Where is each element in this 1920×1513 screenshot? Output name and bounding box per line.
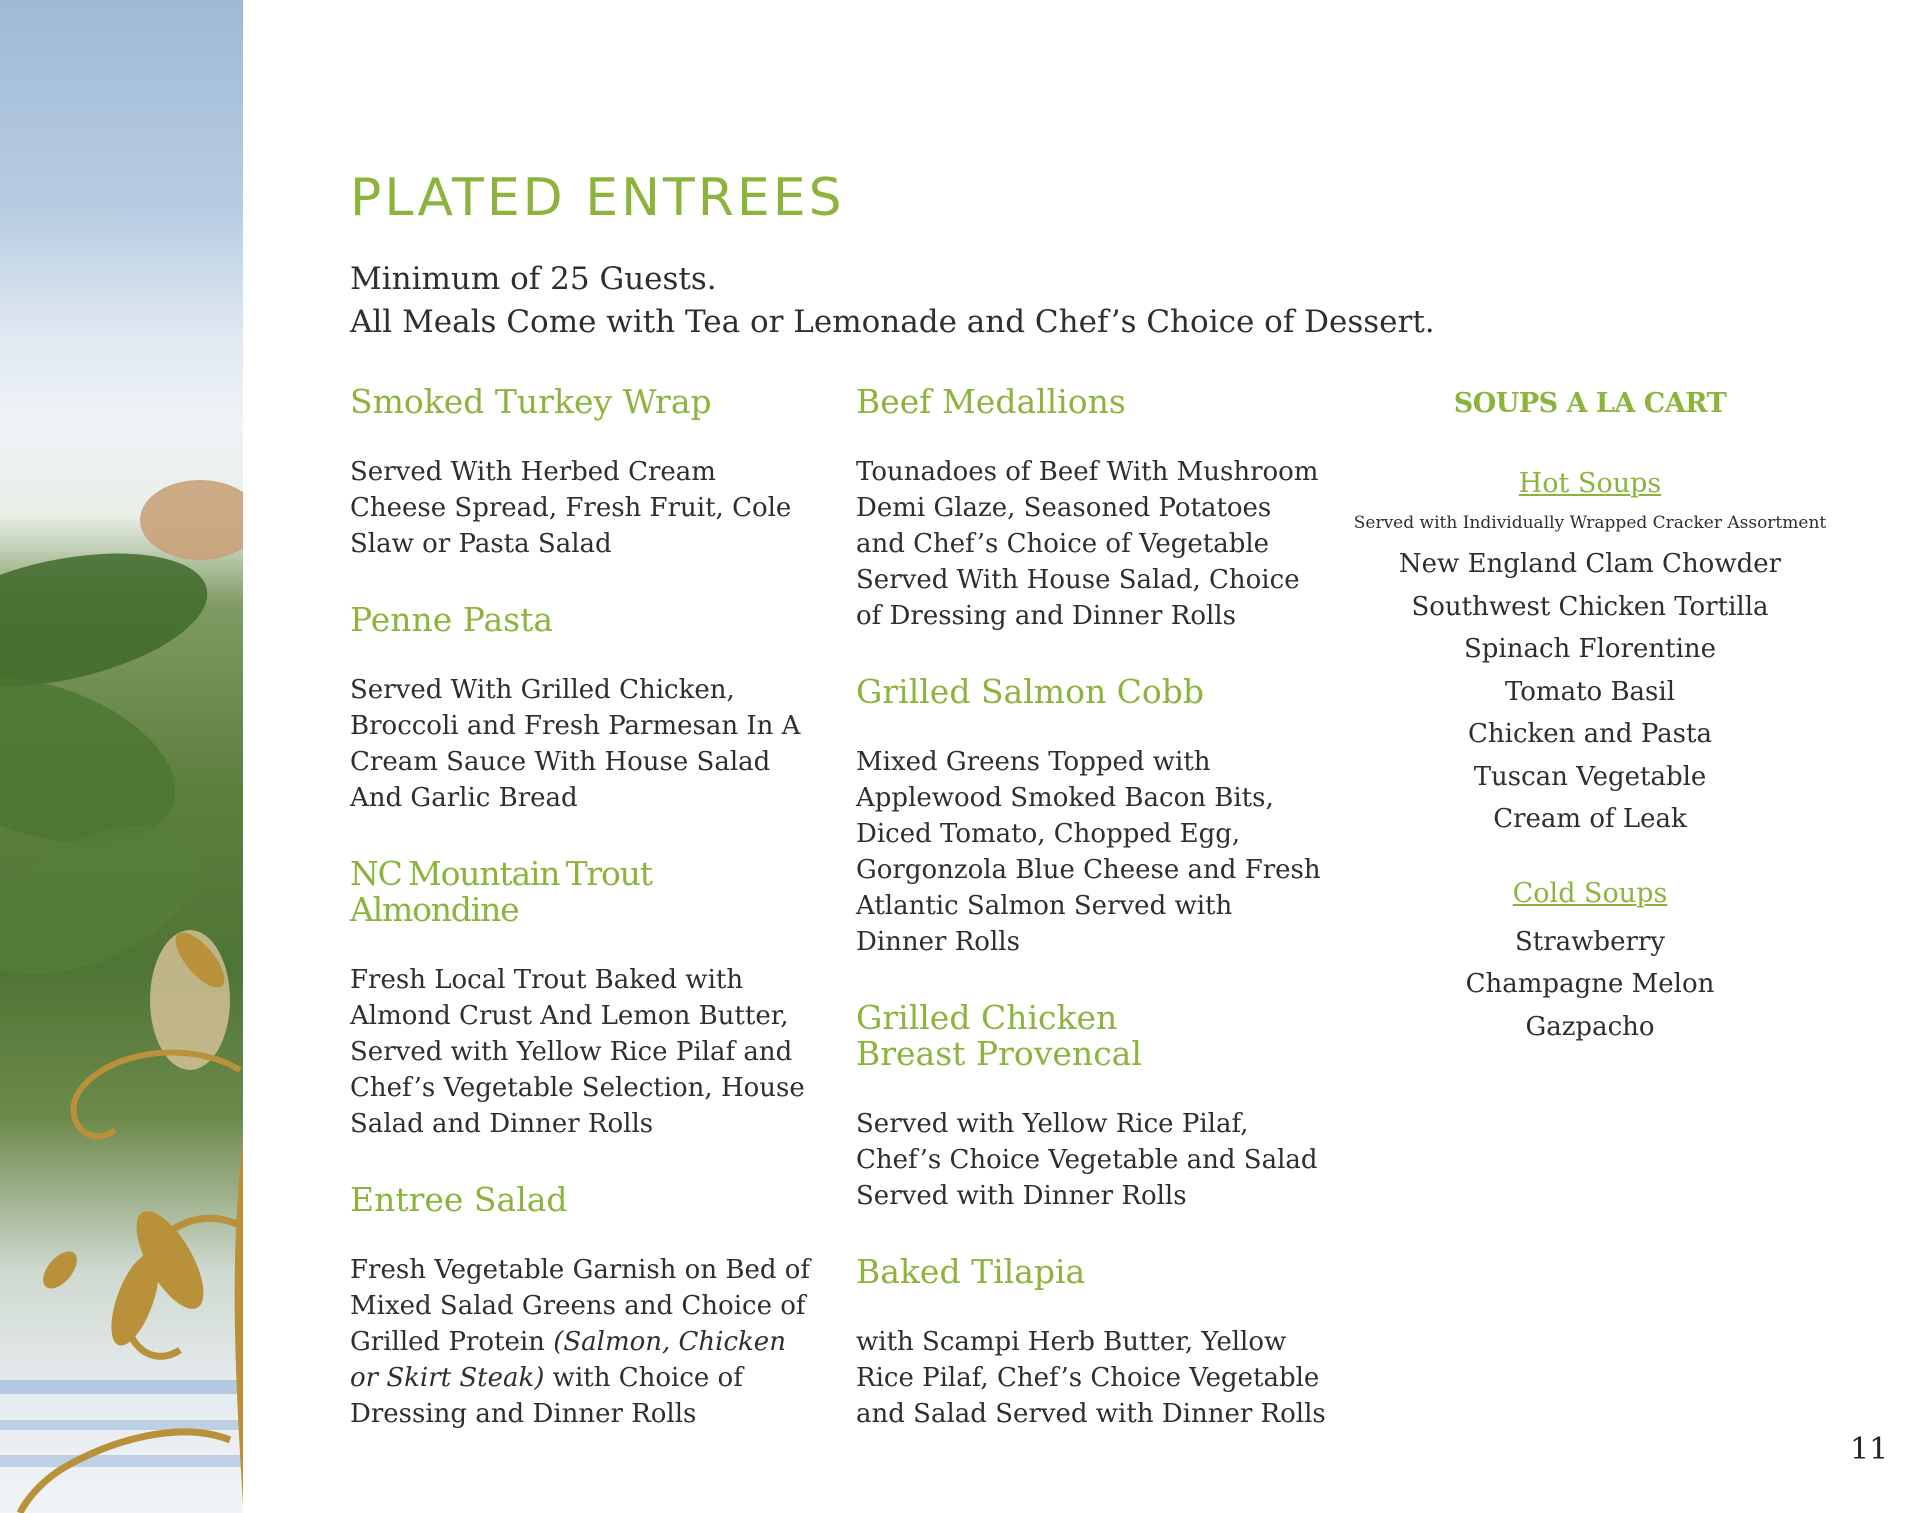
dish-description: Served with Yellow Rice Pilaf, Chef’s Choice Vegetable and Salad Served with Dinner Rolls xyxy=(856,1109,1318,1211)
dish-description-part: with Choice of Dressing and Dinner Rolls xyxy=(350,1363,743,1429)
menu-item xyxy=(350,856,820,1142)
dish-description xyxy=(350,1252,820,1432)
list-item: Spinach Florentine xyxy=(1463,634,1717,664)
dish-name: Entree Salad xyxy=(350,1180,568,1219)
dish-description xyxy=(856,454,1326,634)
soups-title: SOUPS A LA CART xyxy=(1453,388,1727,419)
dish-description: Fresh Local Trout Baked with Almond Crust And Lemon Butter, Served with Yellow Rice Pilaf and Chef’s Vegetable Selection, House Salad and Dinner Rolls xyxy=(350,965,805,1139)
dish-description-part: Served With House Salad, Choice of Dressing and Dinner Rolls xyxy=(856,565,1300,631)
dish-name: Beef Medallions xyxy=(856,382,1126,421)
intro-line-minimum: Minimum of 25 Guests. xyxy=(350,261,717,297)
list-item: Tuscan Vegetable xyxy=(1473,761,1707,792)
dish-name: Grilled Chicken Breast Provencal xyxy=(856,998,1142,1073)
menu-item xyxy=(856,384,1326,634)
dish-name: NC Mountain Trout Almondine xyxy=(350,854,652,929)
menu-item xyxy=(856,674,1326,960)
soups-column xyxy=(1340,388,1840,1084)
menu-item xyxy=(350,602,820,816)
dish-description: Served With Herbed Cream Cheese Spread, Fresh Fruit, Cole Slaw or Pasta Salad xyxy=(350,457,792,559)
page-number: 11 xyxy=(1850,1432,1889,1467)
hot-soups-note: Served with Individually Wrapped Cracker Assortment xyxy=(1353,513,1827,533)
cold-soups-heading: Cold Soups xyxy=(1512,877,1668,909)
food-photo-strip xyxy=(0,0,243,1513)
list-item: Cream of Leak xyxy=(1493,804,1687,834)
menu-item xyxy=(856,1254,1326,1432)
dish-name: Smoked Turkey Wrap xyxy=(350,382,712,421)
list-item: New England Clam Chowder xyxy=(1398,549,1782,579)
intro-line-meals: All Meals Come with Tea or Lemonade and Chef’s Choice of Dessert. xyxy=(350,304,1435,340)
dish-description-protein-options: (Salmon, Chicken or Skirt Steak) xyxy=(350,1327,786,1393)
entrees-column-2 xyxy=(856,384,1326,1472)
menu-item xyxy=(350,384,820,562)
list-item: Tomato Basil xyxy=(1504,676,1676,707)
hot-soups-heading: Hot Soups xyxy=(1518,468,1662,499)
dish-description: Served With Grilled Chicken, Broccoli and Fresh Parmesan In A Cream Sauce With House Salad And Garlic Bread xyxy=(350,675,801,813)
list-item: Strawberry xyxy=(1514,926,1666,957)
cold-soups-list xyxy=(1340,921,1840,1049)
list-item: Southwest Chicken Tortilla xyxy=(1411,591,1769,622)
dish-name: Baked Tilapia xyxy=(856,1252,1086,1291)
entrees-column-1 xyxy=(350,384,820,1472)
page-title: PLATED ENTREES xyxy=(350,168,845,228)
menu-item xyxy=(856,1000,1326,1214)
menu-item xyxy=(350,1182,820,1432)
dish-name: Penne Pasta xyxy=(350,600,554,639)
dish-description-part: Tounadoes of Beef With Mushroom Demi Glaze, Seasoned Potatoes and Chef’s Choice of Vegetable xyxy=(856,457,1319,559)
hot-soups-list xyxy=(1340,543,1840,841)
dish-description: Mixed Greens Topped with Applewood Smoked Bacon Bits, Diced Tomato, Chopped Egg, Gorgonzola Blue Cheese and Fresh Atlantic Salmon Served with Dinner Rolls xyxy=(856,747,1321,957)
list-item: Gazpacho xyxy=(1525,1011,1655,1042)
dish-description-part: Fresh Vegetable Garnish on Bed of Mixed Salad Greens and Choice of Grilled Protein xyxy=(350,1255,811,1357)
floral-ornament-icon xyxy=(0,0,243,1513)
list-item: Champagne Melon xyxy=(1465,969,1715,999)
list-item: Chicken and Pasta xyxy=(1468,719,1712,749)
dish-description: with Scampi Herb Butter, Yellow Rice Pilaf, Chef’s Choice Vegetable and Salad Served with Dinner Rolls xyxy=(856,1327,1326,1429)
intro-text xyxy=(350,258,1435,344)
dish-name: Grilled Salmon Cobb xyxy=(856,672,1205,711)
